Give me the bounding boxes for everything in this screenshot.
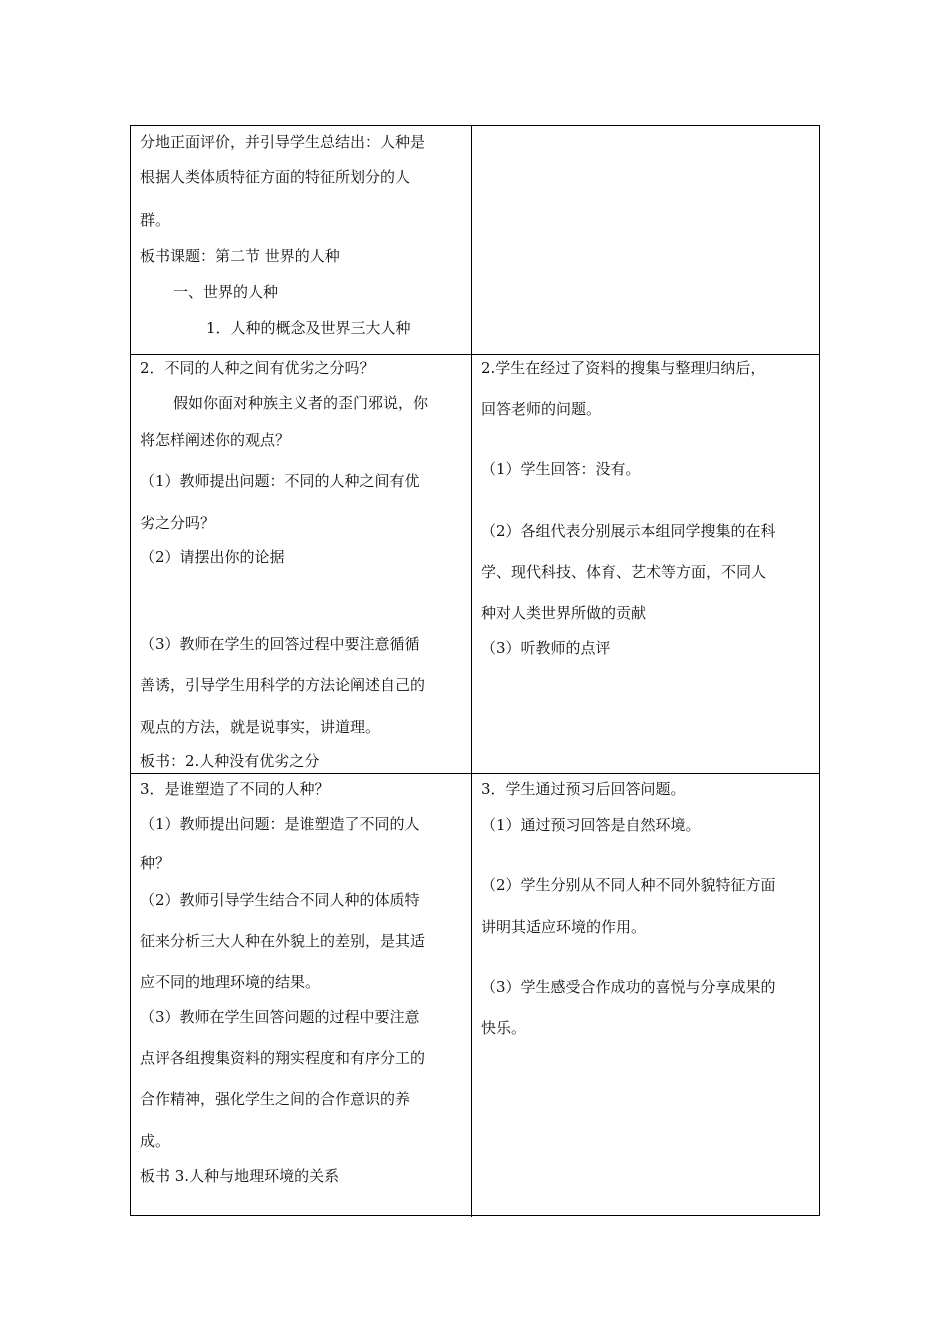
text-line: （3）听教师的点评 (481, 639, 611, 657)
text-line: 征来分析三大人种在外貌上的差别，是其适 (140, 932, 426, 950)
text-line: （3）教师在学生回答问题的过程中要注意 (140, 1008, 420, 1026)
text-line: （3）学生感受合作成功的喜悦与分享成果的 (481, 978, 776, 996)
text-line: （1）学生回答：没有。 (481, 460, 641, 478)
text-line: 假如你面对种族主义者的歪门邪说，你 (173, 394, 429, 412)
lesson-title-line: 板书课题：第二节 世界的人种 (140, 247, 340, 265)
text-line: 3．学生通过预习后回答问题。 (481, 780, 686, 798)
text-line: （1）教师提出问题：不同的人种之间有优 (140, 472, 420, 490)
text-line: 种？ (140, 854, 171, 872)
text-line: 应不同的地理环境的结果。 (140, 973, 321, 991)
text-line: 分地正面评价，并引导学生总结出：人种是 (140, 133, 426, 151)
student-activity-cell (472, 355, 819, 773)
text-line: （1）教师提出问题：是谁塑造了不同的人 (140, 815, 420, 833)
table-row (131, 355, 819, 774)
lesson-plan-table (130, 125, 820, 1216)
text-line: 观点的方法，就是说事实，讲道理。 (140, 718, 381, 736)
blackboard-line: 板书：2.人种没有优劣之分 (140, 752, 320, 770)
text-line: 劣之分吗？ (140, 514, 216, 532)
table-row (131, 126, 819, 355)
text-line: 合作精神，强化学生之间的合作意识的养 (140, 1090, 411, 1108)
text-line: 善诱，引导学生用科学的方法论阐述自己的 (140, 676, 426, 694)
text-line: （2）请摆出你的论据 (140, 548, 285, 566)
text-line: 快乐。 (481, 1019, 527, 1037)
text-line: 讲明其适应环境的作用。 (481, 918, 647, 936)
text-line: 点评各组搜集资料的翔实程度和有序分工的 (140, 1049, 426, 1067)
table-row (131, 774, 819, 1217)
text-line: 成。 (140, 1132, 171, 1150)
teacher-activity-cell (131, 774, 472, 1217)
text-line: （2）教师引导学生结合不同人种的体质特 (140, 891, 420, 909)
text-line: （3）教师在学生的回答过程中要注意循循 (140, 635, 420, 653)
text-line: 3．是谁塑造了不同的人种？ (140, 780, 330, 798)
text-line: 2.学生在经过了资料的搜集与整理归纳后， (481, 359, 766, 377)
text-line: 回答老师的问题。 (481, 400, 602, 418)
text-line: 2．不同的人种之间有优劣之分吗？ (140, 359, 375, 377)
text-line: 将怎样阐述你的观点？ (140, 431, 291, 449)
text-line: 群。 (140, 211, 171, 229)
text-line: 学、现代科技、体育、艺术等方面，不同人 (481, 563, 767, 581)
heading-line: 一、世界的人种 (173, 283, 279, 301)
blackboard-line: 板书 3.人种与地理环境的关系 (140, 1167, 340, 1185)
subheading-line: 1．人种的概念及世界三大人种 (206, 319, 411, 337)
text-line: （1）通过预习回答是自然环境。 (481, 816, 701, 834)
student-activity-cell (472, 126, 819, 354)
teacher-activity-cell (131, 355, 472, 773)
text-line: 根据人类体质特征方面的特征所划分的人 (140, 168, 411, 186)
text-line: （2）各组代表分别展示本组同学搜集的在科 (481, 522, 776, 540)
text-line: 种对人类世界所做的贡献 (481, 604, 647, 622)
text-line: （2）学生分别从不同人种不同外貌特征方面 (481, 876, 776, 894)
teacher-activity-cell (131, 126, 472, 354)
student-activity-cell (472, 774, 819, 1217)
